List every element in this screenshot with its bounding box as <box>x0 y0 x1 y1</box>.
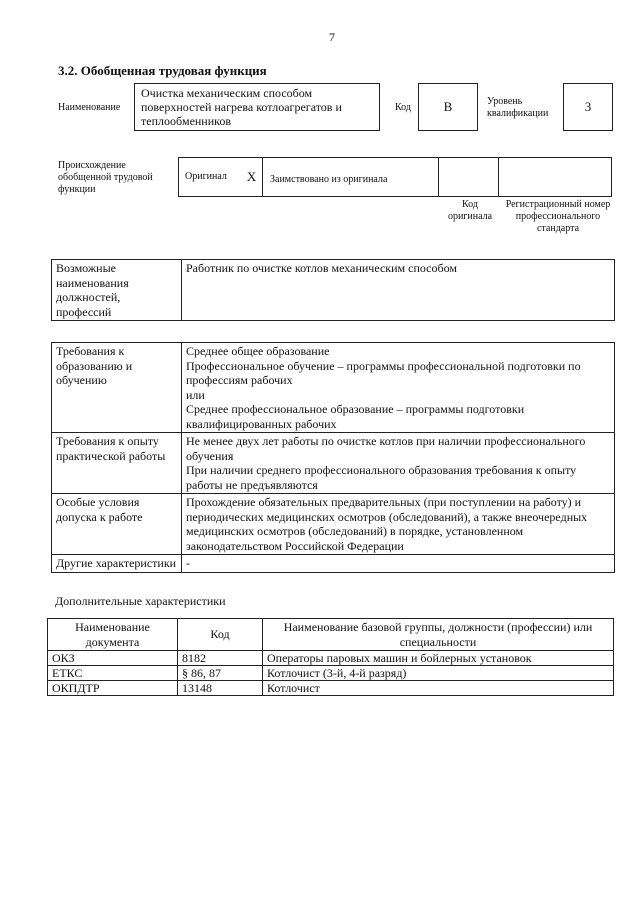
code-value: В <box>418 83 478 131</box>
column-header: Наименование базовой группы, должности (профессии) или специальности <box>263 619 614 651</box>
original-label: Оригинал <box>185 171 227 182</box>
education-label: Требования к образованию и обучению <box>52 343 182 433</box>
table-cell: ОКЗ <box>48 651 178 666</box>
experience-line: Не менее двух лет работы по очистке котлов при наличии профессионального обучения <box>186 434 586 463</box>
other-characteristics-line: - <box>186 556 190 570</box>
special-conditions-label: Особые условия допуска к работе <box>52 494 182 555</box>
education-value <box>182 343 615 433</box>
origin-reg-cell <box>499 158 611 196</box>
education-line: Среднее профессиональное образование – программы подготовки квалифицированных рабочих <box>186 402 525 431</box>
origin-original-cell <box>179 158 263 196</box>
original-code-caption: Код оригинала <box>447 199 493 222</box>
function-name-value: Очистка механическим способом поверхностей нагрева котлоагрегатов и теплообменников <box>134 83 380 131</box>
additional-characteristics-table <box>47 618 614 696</box>
column-header: Наименование документа <box>48 619 178 651</box>
origin-code-cell <box>439 158 499 196</box>
positions-table <box>51 259 615 321</box>
positions-value: Работник по очистке котлов механическим способом <box>182 260 615 321</box>
code-label: Код <box>395 102 411 113</box>
other-characteristics-value <box>182 555 615 573</box>
table-row <box>52 433 615 494</box>
table-cell: Операторы паровых машин и бойлерных установок <box>263 651 614 666</box>
section-title: 3.2. Обобщенная трудовая функция <box>58 63 267 78</box>
other-characteristics-label: Другие характеристики <box>52 555 182 573</box>
name-label: Наименование <box>58 102 121 113</box>
table-cell: Котлочист (3-й, 4-й разряд) <box>263 666 614 681</box>
table-cell: Котлочист <box>263 681 614 696</box>
education-line: Среднее общее образование <box>186 344 330 358</box>
table-row <box>52 494 615 555</box>
positions-label: Возможные наименования должностей, профессий <box>52 260 182 321</box>
table-row <box>52 343 615 433</box>
experience-value <box>182 433 615 494</box>
special-conditions-line: Прохождение обязательных предварительных (при поступлении на работу) и периодических медицинских осмотров (обследований), а также внеочередных медицинских осмотров (обследований) в порядке, установленном законодательством Российской Федерации <box>186 495 588 553</box>
origin-row <box>178 157 612 197</box>
table-row <box>52 555 615 573</box>
table-row <box>48 666 614 681</box>
original-mark: X <box>246 169 257 184</box>
special-conditions-value <box>182 494 615 555</box>
additional-characteristics-title: Дополнительные характеристики <box>55 594 226 608</box>
table-row <box>48 651 614 666</box>
column-header: Код <box>178 619 263 651</box>
borrowed-label: Заимствовано из оригинала <box>263 158 439 196</box>
table-row <box>48 681 614 696</box>
page-number: 7 <box>329 30 335 44</box>
experience-line: При наличии среднего профессионального образования требования к опыту работы не предъявляются <box>186 463 577 492</box>
table-header-row <box>48 619 614 651</box>
table-cell: 13148 <box>178 681 263 696</box>
requirements-table <box>51 342 615 573</box>
table-cell: ЕТКС <box>48 666 178 681</box>
table-cell: § 86, 87 <box>178 666 263 681</box>
table-row <box>52 260 615 321</box>
table-cell: ОКПДТР <box>48 681 178 696</box>
qualification-level-value: 3 <box>563 83 613 131</box>
registration-number-caption: Регистрационный номер профессионального стандарта <box>505 199 611 234</box>
education-line: Профессиональное обучение – программы профессиональной подготовки по профессиям рабочих <box>186 358 581 387</box>
table-cell: 8182 <box>178 651 263 666</box>
experience-label: Требования к опыту практической работы <box>52 433 182 494</box>
education-line: или <box>186 387 205 402</box>
origin-label: Происхождение обобщенной трудовой функции <box>58 160 153 195</box>
qualification-level-label: Уровень квалификации <box>487 96 549 119</box>
